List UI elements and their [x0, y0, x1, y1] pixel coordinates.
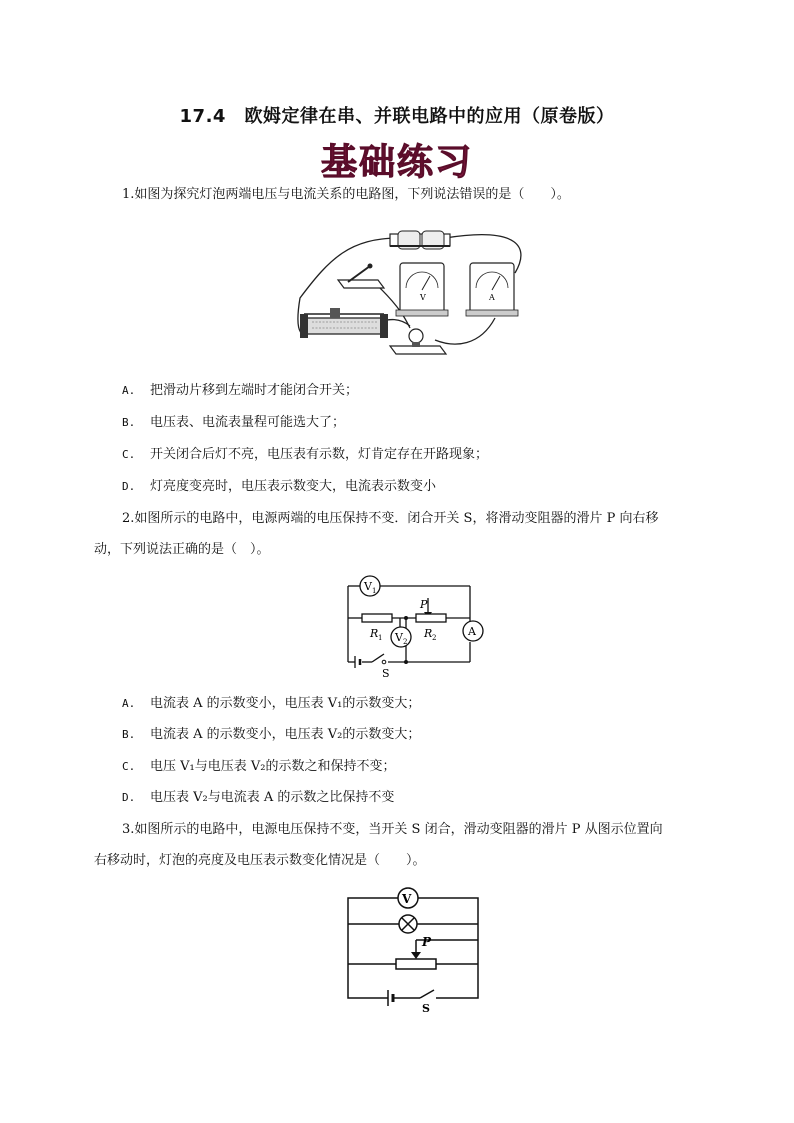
question-2-stem-line2: 动，下列说法正确的是（ ）。 — [94, 542, 270, 557]
knife-switch — [338, 264, 384, 289]
battery — [390, 231, 450, 249]
r1-label: R — [370, 627, 379, 640]
q2-option-d: D. 电压表 V₂与电流表 A 的示数之比保持不变 — [122, 790, 395, 805]
slider-p-label: P — [422, 935, 432, 949]
q2-option-c: C. 电压 V₁与电压表 V₂的示数之和保持不变； — [122, 759, 396, 774]
svg-text:1: 1 — [372, 587, 377, 595]
q1-option-a: A. 把滑动片移到左端时才能闭合开关； — [122, 383, 359, 398]
figure-2-circuit — [340, 574, 490, 680]
question-3-stem-line2: 右移动时，灯泡的亮度及电压表示数变化情况是（ ）。 — [94, 853, 426, 868]
figure-3-circuit — [340, 884, 490, 1014]
svg-text:V: V — [395, 631, 403, 644]
voltmeter-v1 — [360, 576, 380, 596]
rheostat — [300, 308, 388, 338]
switch-s-label: S — [382, 667, 390, 680]
r2-label: R — [424, 627, 433, 640]
svg-text:V: V — [364, 580, 372, 593]
q1-option-b: B. 电压表、电流表量程可能选大了； — [122, 415, 346, 430]
slider-p-label: P — [420, 598, 428, 611]
question-1-stem: 1.如图为探究灯泡两端电压与电流关系的电路图，下列说法错误的是（ ）。 — [122, 187, 570, 202]
svg-text:A: A — [468, 625, 476, 638]
lamp-symbol — [399, 915, 417, 933]
q1-option-c: C. 开关闭合后灯不亮，电压表有示数，灯肯定存在开路现象； — [122, 447, 489, 462]
ammeter — [466, 263, 518, 316]
ammeter-a — [463, 621, 483, 641]
question-3-stem-line1: 3.如图所示的电路中，电源电压保持不变，当开关 S 闭合，滑动变阻器的滑片 P 从图示位置向 — [122, 822, 663, 837]
r1-subscript: 1 — [378, 634, 383, 642]
switch-s-label: S — [422, 1002, 430, 1014]
figure-1-apparatus — [290, 218, 530, 358]
wire — [435, 318, 495, 344]
ammeter-label: A — [489, 293, 495, 302]
q2-option-b: B. 电流表 A 的示数变小，电压表 V₂的示数变大； — [122, 727, 421, 742]
svg-text:2: 2 — [403, 638, 408, 646]
question-2-stem-line1: 2.如图所示的电路中，电源两端的电压保持不变．闭合开关 S，将滑动变阻器的滑片 P 向右移 — [122, 511, 659, 526]
voltmeter-v — [398, 888, 418, 908]
voltmeter — [396, 263, 448, 316]
q2-option-a: A. 电流表 A 的示数变小，电压表 V₁的示数变大； — [122, 696, 421, 711]
page-title: 17.4 欧姆定律在串、并联电路中的应用（原卷版） — [179, 106, 615, 127]
svg-text:V: V — [402, 892, 412, 906]
voltmeter-label: V — [420, 293, 426, 302]
rheostat — [396, 959, 436, 969]
resistor-r1 — [362, 614, 392, 622]
r2-subscript: 2 — [432, 634, 437, 642]
resistor-r2 — [416, 614, 446, 622]
section-banner: 基础练习 — [320, 142, 473, 183]
voltmeter-v2 — [391, 627, 411, 647]
q1-option-d: D. 灯亮度变亮时，电压表示数变大，电流表示数变小 — [122, 479, 437, 494]
